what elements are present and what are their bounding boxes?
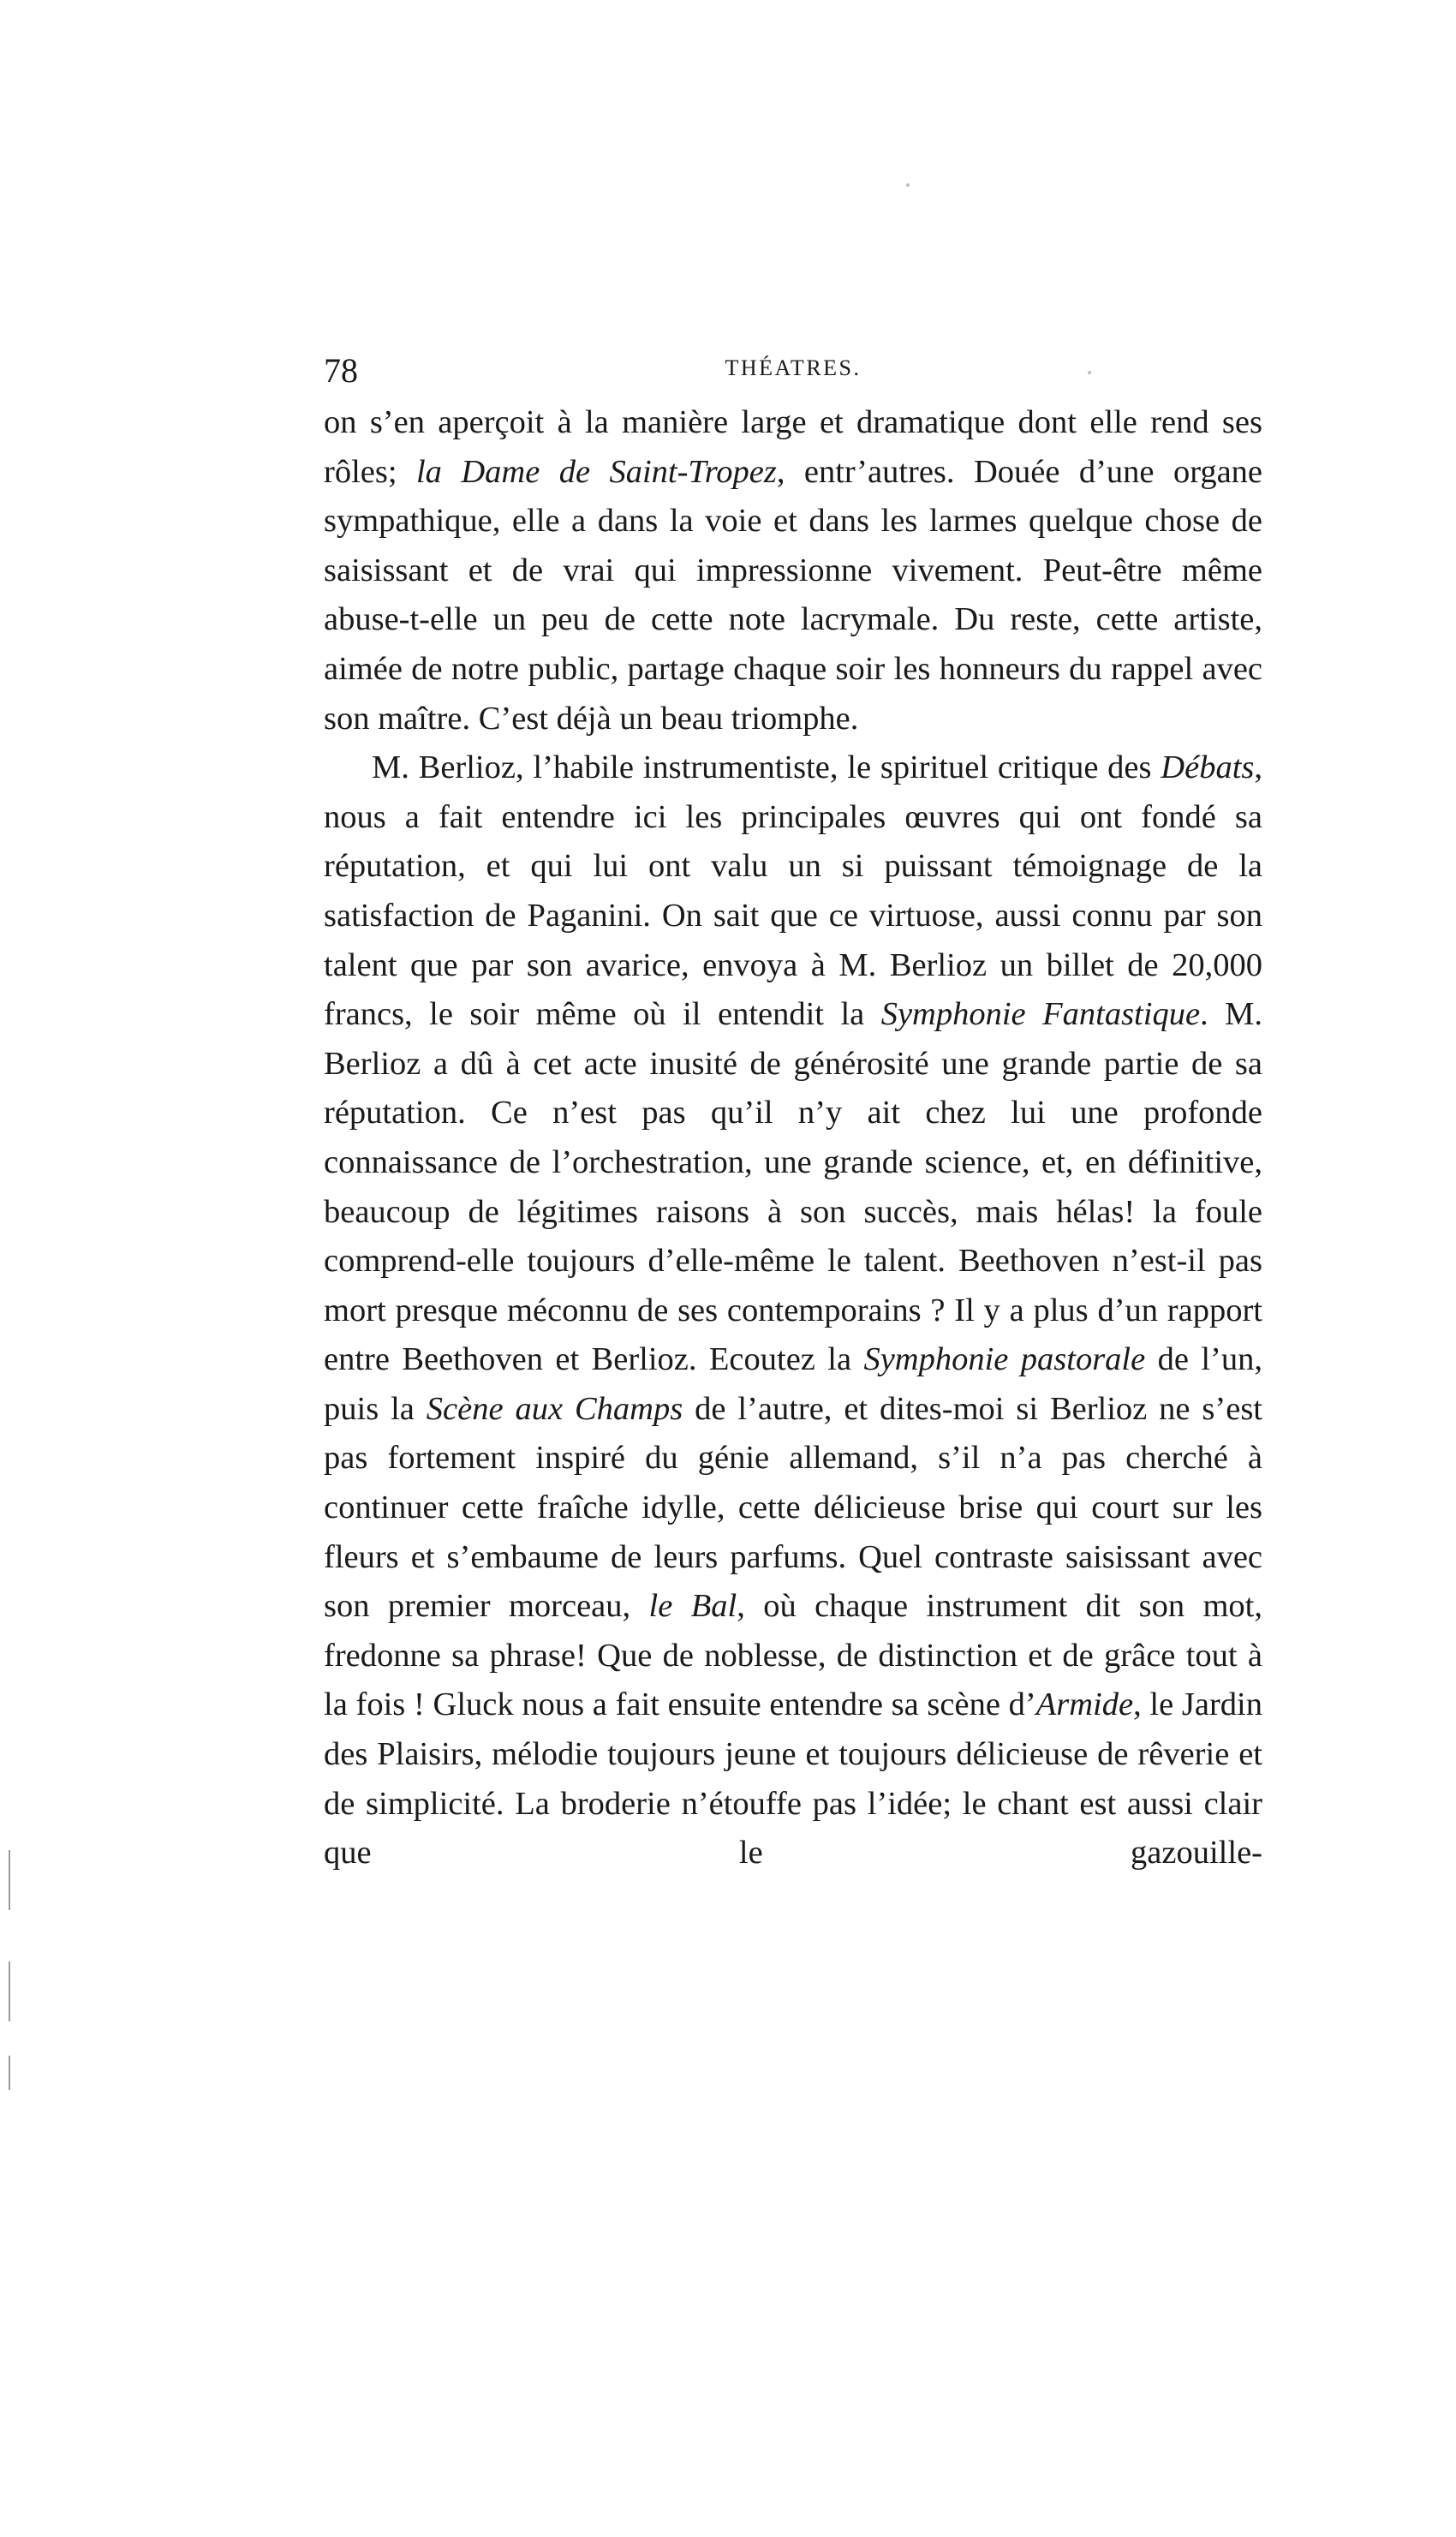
body-text — [324, 398, 1262, 1878]
running-head — [324, 347, 1262, 398]
page-number: 78 — [324, 351, 358, 390]
scan-margin-mark — [9, 1961, 10, 2021]
paragraph-2: M. Berlioz, l’habile instrumentiste, le spirituel critique des Débats, nous a fait entendre ici les principales œuvres qui ont fondé sa réputation, et qui lui ont valu un si puissant témoignage de la satisfaction de Paganini. On sait que ce virtuose, aussi connu par son talent que par son avarice, envoya à M. Berlioz un billet de 20,000 francs, le soir même où il entendit la Symphonie Fantastique. M. Berlioz a dû à cet acte inusité de générosité une grande partie de sa réputation. Ce n’est pas qu’il n’y ait chez lui une profonde connaissance de l’orchestration, une grande science, et, en définitive, beaucoup de légitimes raisons à son succès, mais hélas! la foule comprend-elle toujours d’elle-même le talent. Beethoven n’est-il pas mort presque méconnu de ses contemporains ? Il y a plus d’un rapport entre Beethoven et Berlioz. Ecoutez la Symphonie pastorale de l’un, puis la Scène aux Champs de l’autre, et dites-moi si Berlioz ne s’est pas fortement inspiré du génie allemand, s’il n’a pas cherché à continuer cette fraîche idylle, cette délicieuse brise qui court sur les fleurs et s’embaume de leurs parfums. Quel contraste saisissant avec son premier morceau, le Bal, où chaque instrument dit son mot, fredonne sa phrase! Que de noblesse, de distinction et de grâce tout à la fois ! Gluck nous a fait ensuite entendre sa scène d’Armide, le Jardin des Plaisirs, mélodie toujours jeune et toujours délicieuse de rêverie et de simplicité. La broderie n’étouffe pas l’idée; le chant est aussi clair que le gazouille- — [324, 749, 1263, 1871]
paragraph-1: on s’en aperçoit à la manière large et dramatique dont elle rend ses rôles; la Dame de Saint-Tropez, entr’autres. Douée d’une organe sympathique, elle a dans la voie et dans les larmes quelque chose de saisissant et de vrai qui impressionne vivement. Peut-être même abuse-t-elle un peu de cette note lacrymale. Du reste, cette artiste, aimée de notre public, partage chaque soir les honneurs du rappel avec son maître. C’est déjà un beau triomphe. — [324, 404, 1262, 737]
scan-speck — [906, 183, 910, 187]
section-title: THÉATRES. — [725, 355, 862, 380]
scan-margin-mark — [9, 2056, 10, 2090]
book-page — [324, 347, 1262, 1878]
scan-margin-mark — [9, 1850, 10, 1910]
